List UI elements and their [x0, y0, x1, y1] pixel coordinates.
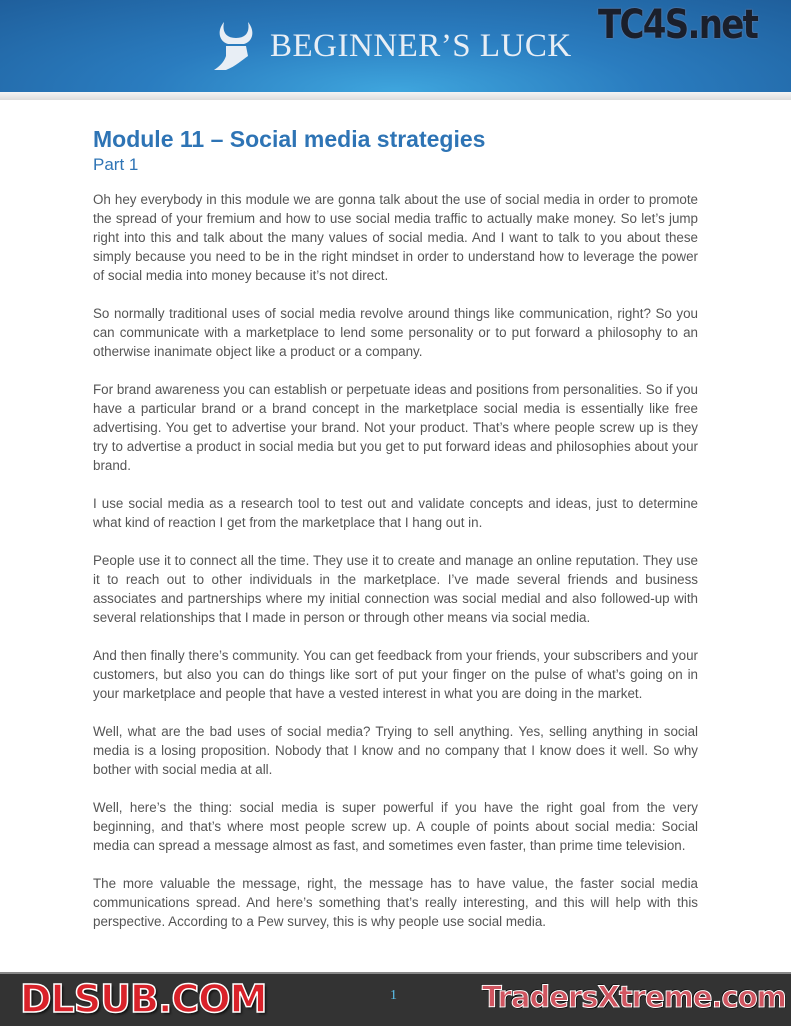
paragraph: The more valuable the message, right, the message has to have value, the faster social media communications spread. And here’s something that’s really interesting, and this will help with this perspective. According to a Pew survey, this is why people use social media. — [93, 876, 698, 929]
header-divider — [0, 92, 791, 100]
watermark-dlsub: DLSUB.COM — [20, 977, 267, 1021]
logo-text: BEGINNER’S LUCK — [270, 27, 572, 64]
paragraph: Well, what are the bad uses of social media? Trying to sell anything. Yes, selling anything in social media is a losing proposition. Nobody that I know and no company that I know does it well. So why bother with social media at all. — [93, 724, 698, 777]
paragraph: For brand awareness you can establish or perpetuate ideas and positions from personalities. So if you have a particular brand or a brand concept in the marketplace social media is essentially like free advertising. You get to advertise your brand. Not your product. That’s where people screw up is they try to advertise a product in social media but you get to put forward ideas and philosophies about your brand. — [93, 382, 698, 473]
paragraph: Well, here’s the thing: social media is super powerful if you have the right goal from the very beginning, and that’s where most people screw up. A couple of points about social media: Social media can spread a message almost as fast, and sometimes even faster, than prime time television. — [93, 800, 698, 853]
page-number: 1 — [390, 988, 397, 1003]
viking-helmet-icon — [212, 20, 260, 72]
paragraph: Oh hey everybody in this module we are gonna talk about the use of social media in order to promote the spread of your fremium and how to use social media traffic to actually make money. So let’s jump right into this and talk about the many values of social media. And I want to talk to you about these simply because you need to be in the right mindset in order to understand how to leverage the power of social media into money because it’s not direct. — [93, 192, 698, 283]
watermark-tc4s: TC4S.net — [598, 2, 758, 48]
document-body — [93, 124, 698, 950]
page-header-banner — [0, 0, 791, 92]
paragraph: People use it to connect all the time. They use it to create and manage an online reputation. They use it to reach out to other individuals in the marketplace. I’ve made several friends and business associates and partnerships where my initial connection was social medial and also followed-up with several relationships that I made in person or through other means via social media. — [93, 553, 698, 625]
paragraph: So normally traditional uses of social media revolve around things like communication, right? So you can communicate with a marketplace to lend some personality or to put forward a philosophy to an otherwise inanimate object like a product or a company. — [93, 306, 698, 359]
paragraph: And then finally there’s community. You can get feedback from your friends, your subscribers and your customers, but also you can do things like sort of put your finger on the pulse of what’s going on in your marketplace and people that have a vested interest in what you are doing in the market. — [93, 648, 698, 701]
paragraph: I use social media as a research tool to test out and validate concepts and ideas, just to determine what kind of reaction I get from the marketplace that I hang out in. — [93, 496, 698, 530]
page-subtitle: Part 1 — [93, 155, 139, 174]
page-footer — [0, 972, 791, 1026]
watermark-tradersxtreme: TradersXtreme.com — [482, 980, 786, 1014]
beginners-luck-logo — [212, 20, 572, 72]
page-title: Module 11 – Social media strategies — [93, 126, 486, 152]
